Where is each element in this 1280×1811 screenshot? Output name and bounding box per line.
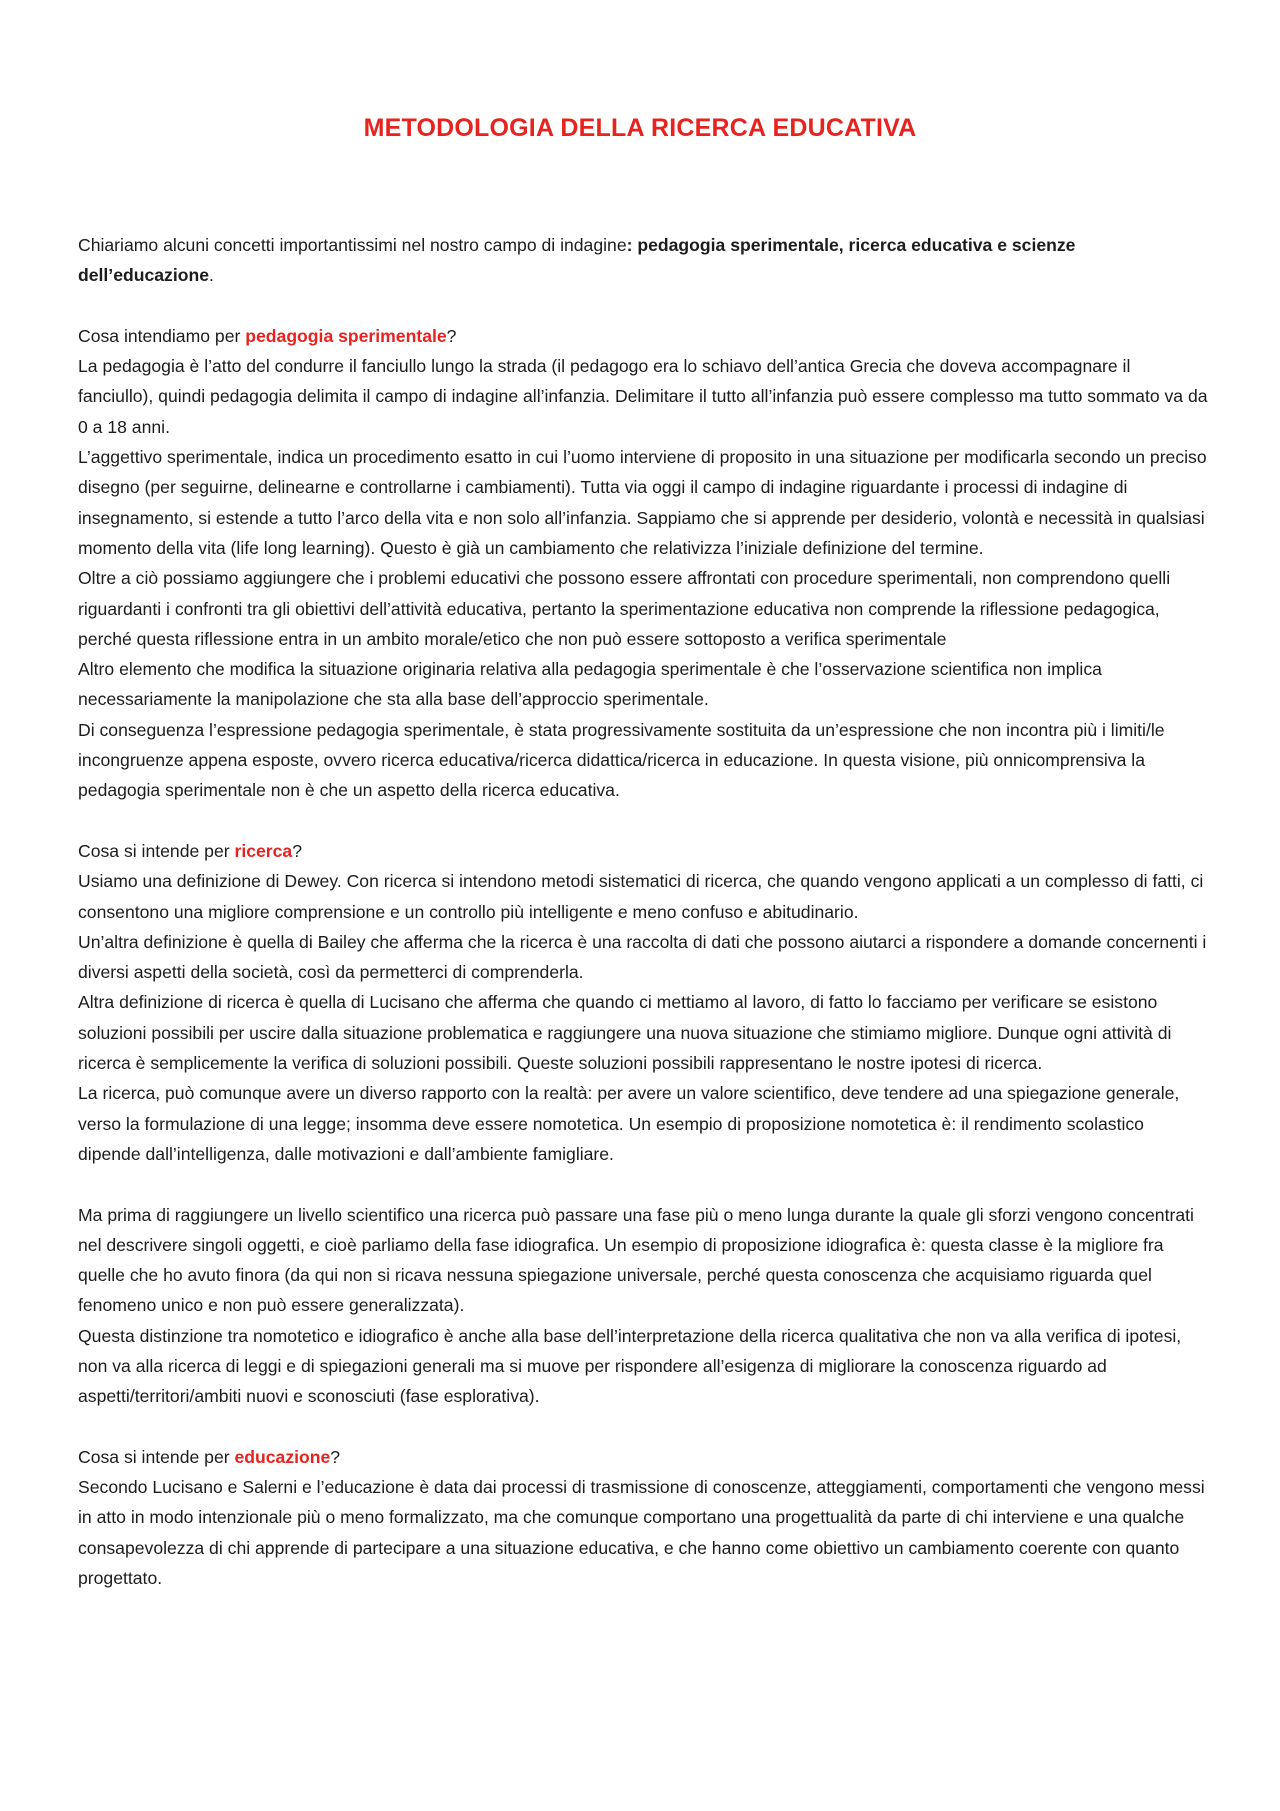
question-suffix: ? <box>330 1446 341 1467</box>
section-question-educazione <box>78 1442 1208 1472</box>
paragraph-gap <box>78 1412 1208 1442</box>
question-prefix: Cosa si intende per <box>78 840 235 861</box>
paragraph: La ricerca, può comunque avere un diverso rapporto con la realtà: per avere un valore scientifico, deve tendere ad una spiegazione generale, verso la formulazione di una legge; insomma deve essere nomotetica. Un esempio di proposizione nomotetica è: il rendimento scolastico dipende dall’intelligenza, dalle motivazioni e dall’ambiente famigliare. <box>78 1083 1180 1164</box>
paragraph: Oltre a ciò possiamo aggiungere che i problemi educativi che possono essere affrontati con procedure sperimentali, non comprendono quelli riguardanti i confronti tra gli obiettivi dell’attività educativa, pertanto la sperimentazione educativa non comprende la riflessione pedagogica, perché questa riflessione entra in un ambito morale/etico che non può essere sottoposto a verifica sperimentale <box>78 568 1171 649</box>
paragraph: Questa distinzione tra nomotetico e idiografico è anche alla base dell’interpretazione della ricerca qualitativa che non va alla verifica di ipotesi, non va alla ricerca di leggi e di spiegazioni generali ma si muove per rispondere all’esigenza di migliorare la conoscenza riguardo ad aspetti/territori/ambiti nuovi e sconosciuti (fase esplorativa). <box>78 1325 1182 1407</box>
highlighted-term: pedagogia sperimentale <box>245 325 447 346</box>
intro-bold-terms: : pedagogia sperimentale, ricerca educativa e scienze dell’educazione <box>78 235 1076 286</box>
page-title: METODOLOGIA DELLA RICERCA EDUCATIVA <box>363 114 917 142</box>
question-prefix: Cosa intendiamo per <box>78 325 246 346</box>
paragraph: Altra definizione di ricerca è quella di Lucisano che afferma che quando ci mettiamo al lavoro, di fatto lo facciamo per verificare se esistono soluzioni possibili per uscire dalla situazione problematica e raggiungere una nuova situazione che stimiamo migliore. Dunque ogni attività di ricerca è semplicemente la verifica di soluzioni possibili. Queste soluzioni possibili rappresentano le nostre ipotesi di ricerca. <box>78 992 1172 1074</box>
highlighted-term: ricerca <box>234 840 293 861</box>
question-suffix: ? <box>446 325 457 346</box>
paragraph: Un’altra definizione è quella di Bailey che afferma che la ricerca è una raccolta di dati che possono aiutarci a rispondere a domande concernenti i diversi aspetti della società, così da permetterci di comprenderla. <box>78 931 1207 983</box>
section-question-ricerca <box>78 836 1208 866</box>
paragraph-gap <box>78 806 1208 836</box>
highlighted-term: educazione <box>234 1446 331 1467</box>
paragraph: Di conseguenza l’espressione pedagogia sperimentale, è stata progressivamente sostituita da un’espressione che non incontra più i limiti/le incongruenze appena esposte, ovvero ricerca educativa/ricerca didattica/ricerca in educazione. In questa visione, più onnicomprensiva la pedagogia sperimentale non è che un aspetto della ricerca educativa. <box>78 719 1165 801</box>
paragraph: Altro elemento che modifica la situazione originaria relativa alla pedagogia sperimentale è che l’osservazione scientifica non implica necessariamente la manipolazione che sta alla base dell’approccio sperimentale. <box>78 659 1102 710</box>
question-suffix: ? <box>292 840 303 861</box>
paragraph-gap <box>78 291 1208 321</box>
intro-tail: . <box>209 265 214 286</box>
paragraph: Secondo Lucisano e Salerni e l’educazione è data dai processi di trasmissione di conoscenze, atteggiamenti, comportamenti che vengono messi in atto in modo intenzionale più o meno formalizzato, ma che comunque comportano una progettualità da parte di chi interviene e una qualche consapevolezza di chi apprende di partecipare a una situazione educativa, e che hanno come obiettivo un cambiamento coerente con quanto progettato. <box>78 1477 1205 1589</box>
intro-paragraph <box>78 230 1208 291</box>
paragraph-gap <box>78 1169 1208 1199</box>
paragraph: Usiamo una definizione di Dewey. Con ricerca si intendono metodi sistematici di ricerca, che quando vengono applicati a un complesso di fatti, ci consentono una migliore comprensione e un controllo più intelligente e meno confuso e abitudinario. <box>78 871 1204 922</box>
paragraph: L’aggettivo sperimentale, indica un procedimento esatto in cui l’uomo interviene di proposito in una situazione per modificarla secondo un preciso disegno (per seguirne, delinearne e controllarne i cambiamenti). Tutta via oggi il campo di indagine riguardante i processi di indagine di insegnamento, si estende a tutto l’arco della vita e non solo all’infanzia. Sappiamo che si apprende per desiderio, volontà e necessità in qualsiasi momento della vita (life long learning). Questo è già un cambiamento che relativizza l’iniziale definizione del termine. <box>78 447 1207 558</box>
paragraph: La pedagogia è l’atto del condurre il fanciullo lungo la strada (il pedagogo era lo schiavo dell’antica Grecia che doveva accompagnare il fanciullo), quindi pedagogia delimita il campo di indagine all’infanzia. Delimitare il tutto all’infanzia può essere complesso ma tutto sommato va da 0 a 18 anni. <box>78 356 1208 437</box>
document-body <box>78 230 1208 1593</box>
section-question-pedagogia <box>78 321 1208 351</box>
paragraph: Ma prima di raggiungere un livello scientifico una ricerca può passare una fase più o meno lunga durante la quale gli sforzi vengono concentrati nel descrivere singoli oggetti, e cioè parliamo della fase idiografica. Un esempio di proposizione idiografica è: questa classe è la migliore fra quelle che ho avuto finora (da qui non si ricava nessuna spiegazione universale, perché questa conoscenza che acquisiamo riguarda quel fenomeno unico e non può essere generalizzata). <box>78 1204 1194 1316</box>
question-prefix: Cosa si intende per <box>78 1446 235 1467</box>
intro-lead: Chiariamo alcuni concetti importantissimi nel nostro campo di indagine <box>78 235 627 255</box>
